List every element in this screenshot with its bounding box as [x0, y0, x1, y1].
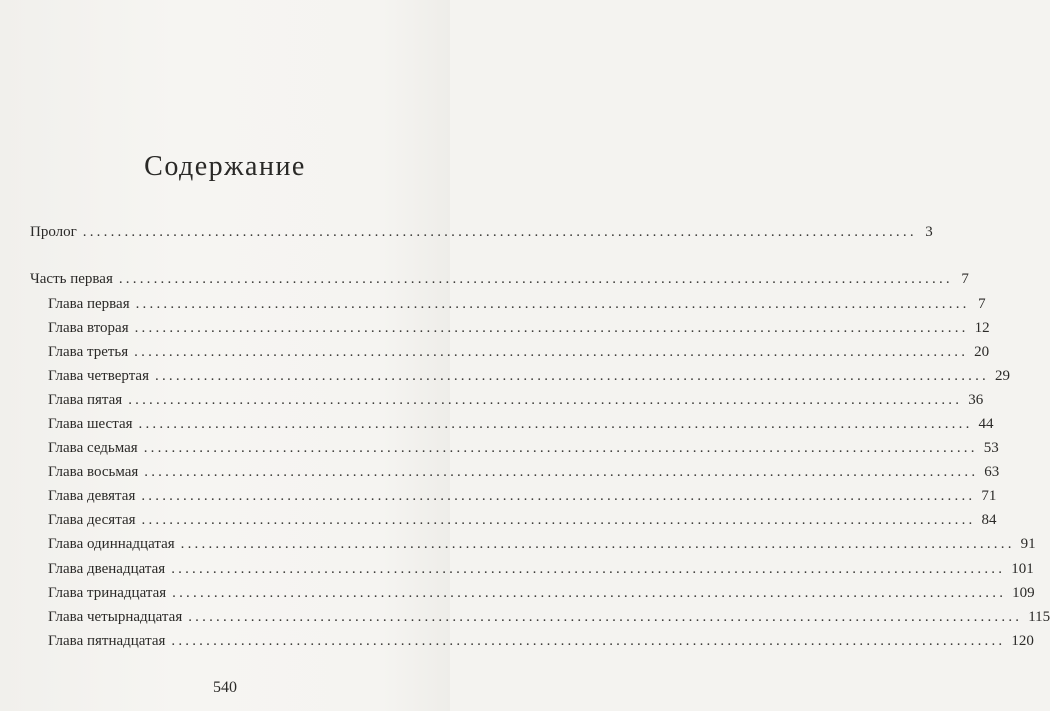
toc-entry-page: 7 [978, 296, 986, 312]
toc-entry-page: 3 [925, 224, 933, 240]
toc-entry-page: 115 [1028, 609, 1050, 625]
page-number: 540 [213, 679, 237, 696]
toc-entry [48, 367, 1010, 385]
toc-entry [48, 511, 997, 529]
toc-entry [30, 223, 933, 241]
toc-entry-label: Пролог [30, 224, 77, 240]
toc-entry [48, 608, 1050, 626]
toc-entry [48, 415, 994, 433]
toc-entry-page: 44 [978, 416, 994, 432]
toc-entry [48, 560, 1034, 578]
toc-entry-label: Глава десятая [48, 512, 136, 528]
toc-entry-label: Глава седьмая [48, 440, 138, 456]
toc-entry-label: Глава четырнадцатая [48, 609, 183, 625]
toc-entry-page: 29 [995, 368, 1010, 384]
dot-leader: ........................................................................................................................ [172, 585, 1007, 601]
dot-leader: ........................................................................................................................ [134, 344, 969, 360]
toc-entry-label: Глава тринадцатая [48, 585, 167, 601]
toc-entry-label: Глава первая [48, 296, 130, 312]
toc-entry-page: 20 [974, 344, 990, 360]
dot-leader: ........................................................................................................................ [128, 392, 963, 408]
toc-entry [48, 632, 1034, 650]
page-title: Содержание [144, 150, 306, 182]
dot-leader: ........................................................................................................................ [135, 296, 970, 312]
dot-leader: ........................................................................................................................ [144, 464, 979, 480]
toc-entry-page: 109 [1012, 585, 1035, 601]
dot-leader: ........................................................................................................................ [134, 320, 969, 336]
toc-entry [48, 439, 999, 457]
dot-leader: ........................................................................................................................ [155, 368, 989, 384]
dot-leader: ........................................................................................................................ [171, 633, 1006, 649]
dot-leader: ........................................................................................................................ [82, 224, 917, 240]
toc-entry-page: 120 [1011, 633, 1034, 649]
toc-entry-page: 36 [968, 392, 984, 408]
toc-entry-label: Глава двенадцатая [48, 561, 166, 577]
toc-entry-page: 101 [1011, 561, 1034, 577]
toc-entry-label: Глава пятнадцатая [48, 633, 166, 649]
dot-leader: ........................................................................................................................ [180, 536, 1015, 552]
toc-entry-label: Глава шестая [48, 416, 133, 432]
dot-leader: ........................................................................................................................ [138, 416, 973, 432]
toc-entry-page: 71 [981, 488, 997, 504]
dot-leader: ........................................................................................................................ [188, 609, 1023, 625]
toc-entry [48, 584, 1035, 602]
toc-entry [48, 391, 984, 409]
toc-entry [48, 535, 1036, 553]
toc-entry [48, 295, 986, 313]
toc-entry-page: 84 [981, 512, 997, 528]
toc-entry [48, 487, 997, 505]
toc-entry [48, 343, 990, 361]
dot-leader: ........................................................................................................................ [171, 561, 1006, 577]
dot-leader: ........................................................................................................................ [141, 488, 976, 504]
toc-entry-label: Глава пятая [48, 392, 123, 408]
toc-entry-label: Глава вторая [48, 320, 129, 336]
dot-leader: ........................................................................................................................ [141, 512, 976, 528]
toc-entry-page: 12 [974, 320, 990, 336]
toc-entry-page: 7 [961, 271, 969, 287]
dot-leader: ........................................................................................................................ [118, 271, 953, 287]
dot-leader: ........................................................................................................................ [143, 440, 978, 456]
toc-entry-page: 63 [984, 464, 1000, 480]
toc-entry-label: Глава восьмая [48, 464, 139, 480]
toc-entry-page: 53 [983, 440, 999, 456]
toc-entry-label: Глава четвертая [48, 368, 149, 384]
toc-entry-label: Глава девятая [48, 488, 136, 504]
toc-entry-page: 91 [1020, 536, 1036, 552]
toc-entry-label: Глава третья [48, 344, 129, 360]
toc-entry-label: Глава одиннадцатая [48, 536, 175, 552]
toc-entry-label: Часть первая [30, 271, 113, 287]
toc-entry [48, 319, 990, 337]
toc-entry [30, 270, 969, 288]
toc-entry [48, 463, 1000, 481]
